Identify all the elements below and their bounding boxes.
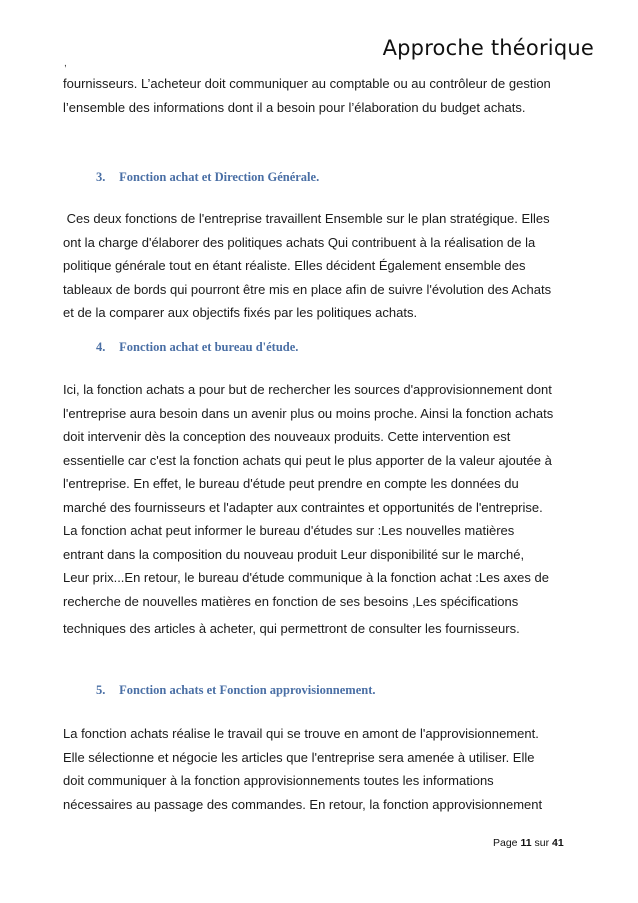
text-line: doit communiquer à la fonction approvisionnements toutes les informations bbox=[63, 773, 494, 788]
text-line: l'entreprise aura besoin dans un avenir plus ou moins proche. Ainsi la fonction achats bbox=[63, 405, 554, 421]
section-number: 3. bbox=[96, 170, 106, 184]
text-line: essentielle car c'est la fonction achats qui peut le plus apporter de la valeur ajoutée à bbox=[63, 452, 552, 468]
section-4-paragraph bbox=[63, 378, 583, 641]
text-line: l’ensemble des informations dont il a besoin pour l’élaboration du budget achats. bbox=[63, 99, 526, 115]
stray-mark: , bbox=[64, 58, 67, 69]
text-line: Elle sélectionne et négocie les articles que l'entreprise sera amenée à utiliser. Elle bbox=[63, 749, 535, 765]
intro-paragraph bbox=[63, 72, 583, 119]
section-title: Fonction achat et bureau d'étude. bbox=[119, 340, 299, 354]
text-line: La fonction achats réalise le travail qui se trouve en amont de l'approvisionnement. bbox=[63, 726, 539, 741]
text-line: recherche de nouvelles matières en fonction de ses besoins ,Les spécifications bbox=[63, 593, 519, 609]
text-line: nécessaires au passage des commandes. En retour, la fonction approvisionnement bbox=[63, 796, 543, 812]
section-5-paragraph bbox=[63, 722, 583, 816]
section-3-paragraph bbox=[63, 207, 583, 325]
footer-page-number: 11 bbox=[520, 837, 532, 849]
section-title: Fonction achats et Fonction approvisionnement. bbox=[119, 683, 376, 697]
text-line: et de la comparer aux objectifs fixés par les politiques achats. bbox=[63, 305, 418, 320]
footer-total-pages: 41 bbox=[552, 837, 564, 849]
text-line: Ici, la fonction achats a pour but de rechercher les sources d'approvisionnement dont bbox=[63, 382, 552, 397]
section-heading-5 bbox=[96, 683, 376, 698]
text-line: Leur prix...En retour, le bureau d'étude communique à la fonction achat :Les axes de bbox=[63, 570, 549, 585]
footer-page-label: Page bbox=[493, 837, 518, 849]
text-line: La fonction achat peut informer le bureau d'études sur :Les nouvelles matières bbox=[63, 523, 515, 538]
text-line: ont la charge d'élaborer des politiques achats Qui contribuent à la réalisation de la bbox=[63, 234, 536, 250]
section-heading-4 bbox=[96, 340, 298, 355]
section-title: Fonction achat et Direction Générale. bbox=[119, 170, 320, 184]
text-line: fournisseurs. L’acheteur doit communiquer au comptable ou au contrôleur de gestion bbox=[63, 76, 551, 91]
text-line: tableaux de bords qui pourront être mis en place afin de suivre l'évolution des Achats bbox=[63, 281, 552, 297]
text-line: politique générale tout en étant réaliste. Elles décident Également ensemble des bbox=[63, 258, 526, 273]
text-line: doit intervenir dès la conception des nouveaux produits. Cette intervention est bbox=[63, 429, 511, 444]
footer-of-label: sur bbox=[534, 837, 550, 849]
section-number: 5. bbox=[96, 683, 106, 697]
text-line: marché des fournisseurs et l'adapter aux contraintes et opportunités de l'entreprise. bbox=[63, 499, 543, 515]
page-footer bbox=[493, 837, 564, 849]
text-line: Ces deux fonctions de l'entreprise travaillent Ensemble sur le plan stratégique. Elles bbox=[63, 211, 550, 226]
text-line: l'entreprise. En effet, le bureau d'étude peut prendre en compte les données du bbox=[63, 476, 519, 491]
text-line: entrant dans la composition du nouveau produit Leur disponibilité sur le marché, bbox=[63, 546, 525, 562]
page-header-title: Approche théorique bbox=[382, 36, 594, 60]
text-line: techniques des articles à acheter, qui permettront de consulter les fournisseurs. bbox=[63, 621, 520, 636]
section-number: 4. bbox=[96, 340, 106, 354]
section-heading-3 bbox=[96, 170, 319, 185]
